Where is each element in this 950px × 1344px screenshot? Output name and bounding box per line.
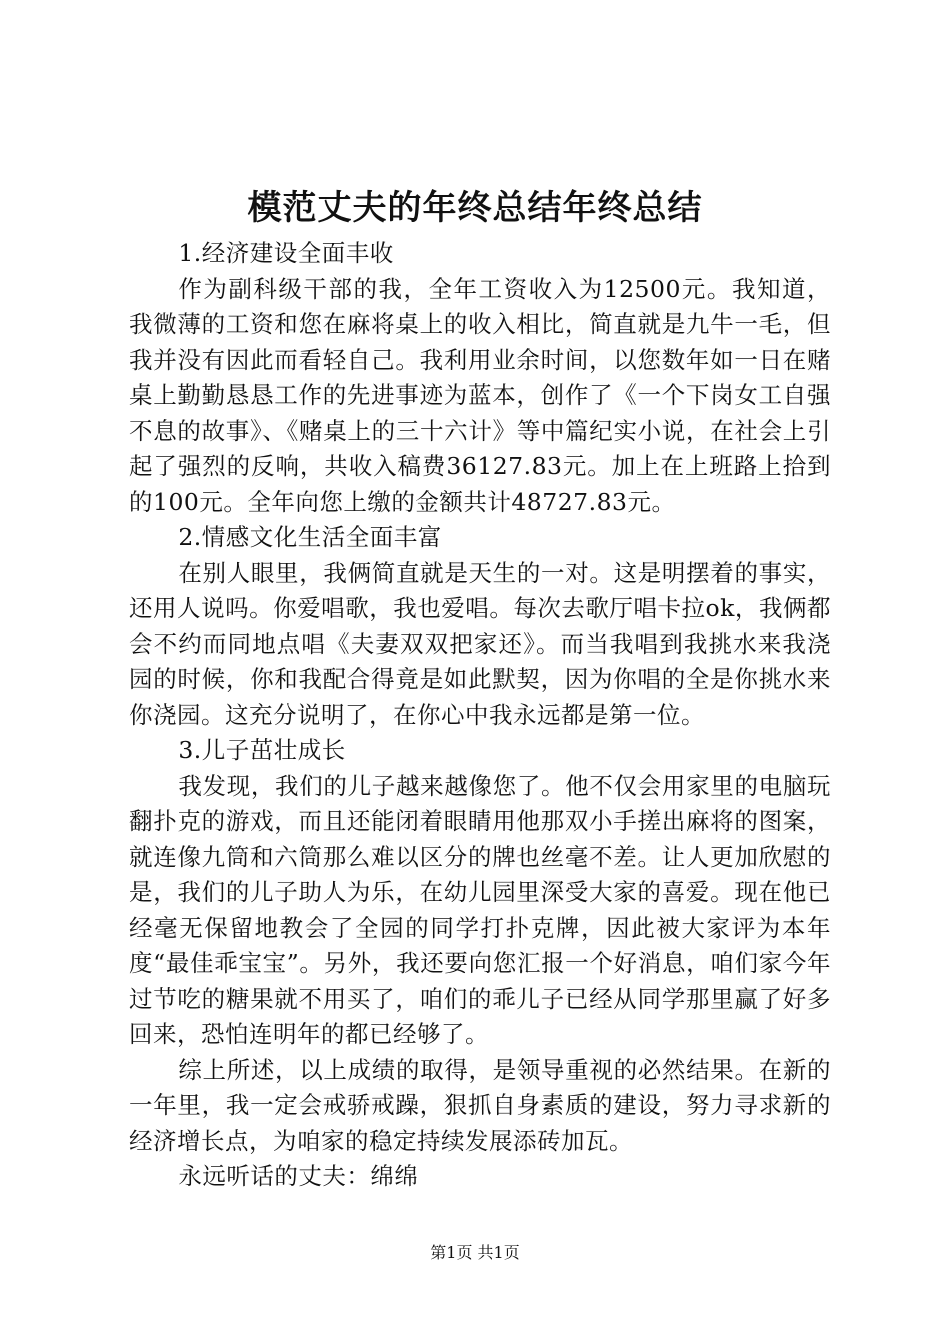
section-heading-economy: 1.经济建设全面丰收 bbox=[178, 239, 394, 267]
signature-line: 永远听话的丈夫：绵绵 bbox=[178, 1162, 419, 1190]
paragraph-economy: 作为副科级干部的我，全年工资收入为12500元。我知道，我微薄的工资和您在麻将桌上的收入相比，简直就是九牛一毛，但我并没有因此而看轻自己。我利用业余时间，以您数年如一日在赌桌上勤勤恳恳工作的先进事迹为蓝本，创作了《一个下岗女工自强不息的故事》、《赌桌上的三十六计》等中篇纪实小说，在社会上引起了强烈的反响，共收入稿费36127.83元。加上在上班路上拾到的100元。全年向您上缴的金额共计48727.83元。 bbox=[129, 274, 831, 516]
document-body bbox=[129, 236, 831, 1195]
document-title: 模范丈夫的年终总结年终总结 bbox=[247, 188, 703, 228]
paragraph-emotion: 在别人眼里，我俩简直就是天生的一对。这是明摆着的事实，还用人说吗。你爱唱歌，我也爱唱。每次去歌厅唱卡拉ok，我俩都会不约而同地点唱《夫妻双双把家还》。而当我唱到我挑水来我浇园的时候，你和我配合得竟是如此默契，因为你唱的全是你挑水来你浇园。这充分说明了，在你心中我永远都是第一位。 bbox=[129, 558, 831, 729]
paragraph-son: 我发现，我们的儿子越来越像您了。他不仅会用家里的电脑玩翻扑克的游戏，而且还能闭着眼睛用他那双小手搓出麻将的图案，就连像九筒和六筒那么难以区分的牌也丝毫不差。让人更加欣慰的是，我们的儿子助人为乐，在幼儿园里深受大家的喜爱。现在他已经毫无保留地教会了全园的同学打扑克牌，因此被大家评为本年度“最佳乖宝宝”。另外，我还要向您汇报一个好消息，咱们家今年过节吃的糖果就不用买了，咱们的乖儿子已经从同学那里赢了好多回来，恐怕连明年的都已经够了。 bbox=[129, 771, 831, 1048]
section-heading-emotion: 2.情感文化生活全面丰富 bbox=[178, 523, 442, 551]
page-number-footer: 第1页 共1页 bbox=[430, 1243, 520, 1262]
paragraph-summary: 综上所述，以上成绩的取得，是领导重视的必然结果。在新的一年里，我一定会戒骄戒躁，狠抓自身素质的建设，努力寻求新的经济增长点，为咱家的稳定持续发展添砖加瓦。 bbox=[129, 1055, 831, 1155]
section-heading-son: 3.儿子茁壮成长 bbox=[178, 736, 346, 764]
